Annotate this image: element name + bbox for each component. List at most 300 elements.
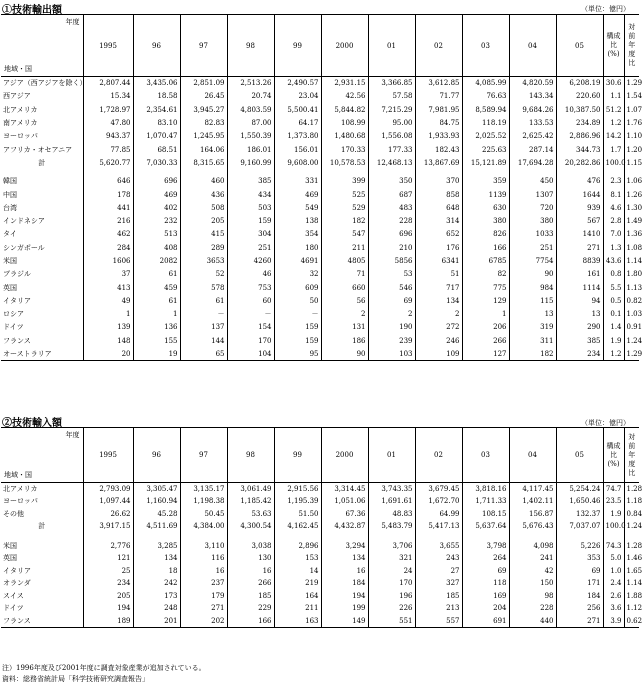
value-cell: 648: [415, 201, 462, 214]
value-cell: 194: [321, 590, 368, 603]
value-cell: 69: [368, 294, 415, 307]
ratio-cell: 1.88: [624, 590, 639, 603]
value-cell: 3,917.15: [83, 520, 133, 533]
region-row: [1, 508, 639, 521]
value-cell: 211: [274, 602, 321, 615]
share-cell: 100.0: [603, 156, 624, 169]
row-label: 台湾: [3, 203, 17, 212]
value-cell: 15,121.89: [462, 156, 509, 169]
value-cell: －: [227, 308, 274, 321]
value-cell: 155: [133, 334, 180, 347]
share-cell: 14.2: [603, 130, 624, 143]
header-corner: [1, 428, 83, 483]
value-cell: 95: [274, 347, 321, 360]
country-row: [1, 175, 639, 188]
value-cell: 228: [368, 214, 415, 227]
row-label: タイ: [3, 230, 17, 239]
value-cell: 1: [462, 308, 509, 321]
ratio-cell: 1.24: [624, 520, 639, 533]
year-header: 05: [556, 428, 603, 483]
value-cell: 116: [180, 552, 227, 565]
value-cell: 5,226: [556, 540, 603, 553]
ratio-cell: 1.26: [624, 188, 639, 201]
row-label: 英国: [3, 554, 17, 563]
row-label: アジア（西アジアを除く）: [3, 79, 87, 88]
value-cell: 229: [227, 602, 274, 615]
value-cell: 150: [509, 577, 556, 590]
value-cell: 1139: [462, 188, 509, 201]
value-cell: 2: [321, 308, 368, 321]
ratio-cell: 1.14: [624, 254, 639, 267]
row-label: 北アメリカ: [3, 485, 38, 493]
year-label: 年度: [65, 18, 80, 26]
value-cell: 5,637.64: [462, 520, 509, 533]
row-label: ブラジル: [3, 270, 31, 279]
value-cell: 82.83: [180, 116, 227, 129]
value-cell: 71: [321, 268, 368, 281]
value-cell: 51: [415, 268, 462, 281]
ratio-cell: 1.12: [624, 602, 639, 615]
value-cell: 546: [368, 281, 415, 294]
ratio-cell: 1.03: [624, 308, 639, 321]
value-cell: 289: [180, 241, 227, 254]
region-row: [1, 90, 639, 103]
row-label: アフリカ・オセアニア: [3, 145, 73, 154]
value-cell: 630: [462, 201, 509, 214]
row-label: ドイツ: [3, 604, 24, 613]
value-cell: 3,818.16: [462, 483, 509, 496]
ratio-cell: 1.80: [624, 268, 639, 281]
value-cell: 350: [368, 175, 415, 188]
header-row: [1, 428, 639, 483]
value-cell: 1,198.38: [180, 495, 227, 508]
value-cell: 1114: [556, 281, 603, 294]
ratio-cell: 1.29: [624, 347, 639, 360]
value-cell: 3,110: [180, 540, 227, 553]
value-cell: 129: [462, 294, 509, 307]
value-cell: 109: [415, 347, 462, 360]
share-cell: 5.0: [603, 552, 624, 565]
value-cell: 660: [321, 281, 368, 294]
value-cell: 1,070.47: [133, 130, 180, 143]
ratio-cell: 1.24: [624, 334, 639, 347]
value-cell: 5,500.41: [274, 103, 321, 116]
section1-unit: （単位：億円）: [581, 5, 630, 13]
share-cell: 0.5: [603, 294, 624, 307]
value-cell: 185: [415, 590, 462, 603]
value-cell: 25: [83, 565, 133, 578]
share-header: 構成比(%): [603, 428, 624, 483]
value-cell: 271: [180, 602, 227, 615]
year-header: 98: [227, 15, 274, 77]
country-row: [1, 308, 639, 321]
year-header: 03: [462, 15, 509, 77]
value-cell: 380: [462, 214, 509, 227]
year-header: 99: [274, 15, 321, 77]
share-cell: 23.5: [603, 495, 624, 508]
ratio-cell: 1.20: [624, 143, 639, 156]
value-cell: 1,195.39: [274, 495, 321, 508]
value-cell: 103: [368, 347, 415, 360]
value-cell: 108.15: [462, 508, 509, 521]
value-cell: 67.36: [321, 508, 368, 521]
share-cell: 1.2: [603, 347, 624, 360]
share-cell: 7.0: [603, 228, 624, 241]
year-header: 03: [462, 428, 509, 483]
value-cell: 1,550.39: [227, 130, 274, 143]
value-cell: 2,915.56: [274, 483, 321, 496]
value-cell: 133.53: [509, 116, 556, 129]
share-cell: 1.2: [603, 116, 624, 129]
value-cell: 943.37: [83, 130, 133, 143]
value-cell: 331: [274, 175, 321, 188]
ratio-cell: 1.06: [624, 175, 639, 188]
value-cell: 161: [556, 268, 603, 281]
row-label: 計: [38, 522, 46, 531]
value-cell: 5,417.13: [415, 520, 462, 533]
value-cell: 16: [227, 565, 274, 578]
value-cell: 5,483.79: [368, 520, 415, 533]
country-row: [1, 281, 639, 294]
value-cell: 69: [556, 565, 603, 578]
value-cell: 2,776: [83, 540, 133, 553]
value-cell: 3653: [180, 254, 227, 267]
share-cell: 3.6: [603, 602, 624, 615]
value-cell: 753: [227, 281, 274, 294]
row-label: イタリア: [3, 296, 31, 305]
ratio-cell: 0.84: [624, 508, 639, 521]
value-cell: 399: [321, 175, 368, 188]
region-label: 地域・国: [4, 65, 32, 73]
country-row: [1, 540, 639, 553]
value-cell: 3,135.17: [180, 483, 227, 496]
header-corner: [1, 15, 83, 77]
value-cell: 6785: [462, 254, 509, 267]
value-cell: 7,215.29: [368, 103, 415, 116]
value-cell: 118.19: [462, 116, 509, 129]
value-cell: 8839: [556, 254, 603, 267]
row-label: オーストラリア: [1, 347, 83, 360]
value-cell: 45.28: [133, 508, 180, 521]
value-cell: 14: [274, 565, 321, 578]
value-cell: 2: [368, 308, 415, 321]
value-cell: 3,612.85: [415, 77, 462, 90]
value-cell: 415: [180, 228, 227, 241]
country-row: [1, 321, 639, 334]
value-cell: 87.00: [227, 116, 274, 129]
country-row: [1, 590, 639, 603]
share-cell: 1.4: [603, 321, 624, 334]
share-cell: 43.6: [603, 254, 624, 267]
year-header: 1995: [83, 15, 133, 77]
value-cell: 4,384.00: [180, 520, 227, 533]
value-cell: 549: [274, 201, 321, 214]
value-cell: 1,051.06: [321, 495, 368, 508]
value-cell: 272: [415, 321, 462, 334]
value-cell: 3,305.47: [133, 483, 180, 496]
country-row: [1, 294, 639, 307]
ratio-cell: 1.08: [624, 241, 639, 254]
value-cell: 469: [133, 188, 180, 201]
value-cell: 219: [274, 577, 321, 590]
value-cell: 3,314.45: [321, 483, 368, 496]
ratio-cell: 0.82: [624, 294, 639, 307]
value-cell: 3,679.45: [415, 483, 462, 496]
value-cell: 205: [83, 590, 133, 603]
year-header: 02: [415, 428, 462, 483]
share-cell: 3.9: [603, 615, 624, 628]
value-cell: 51.50: [274, 508, 321, 521]
row-label: 韓国: [3, 177, 17, 186]
value-cell: 46: [227, 268, 274, 281]
value-cell: 557: [415, 615, 462, 628]
value-cell: 4805: [321, 254, 368, 267]
country-row: [1, 615, 639, 628]
share-cell: 8.1: [603, 188, 624, 201]
value-cell: 118: [462, 577, 509, 590]
source-line: 資料：総務省統計局「科学技術研究調査報告」: [2, 675, 149, 683]
share-cell: 1.7: [603, 143, 624, 156]
value-cell: 202: [180, 615, 227, 628]
value-cell: 57.58: [368, 90, 415, 103]
value-cell: 4,300.54: [227, 520, 274, 533]
year-header: 99: [274, 428, 321, 483]
note-line: 注）1996年度及び2001年度に調査対象産業が追加されている。: [2, 664, 206, 672]
region-row: [1, 495, 639, 508]
value-cell: 20: [83, 347, 133, 360]
value-cell: 344.73: [556, 143, 603, 156]
value-cell: 132.37: [556, 508, 603, 521]
value-cell: 201: [133, 615, 180, 628]
country-row: [1, 214, 639, 227]
value-cell: 56: [321, 294, 368, 307]
value-cell: 220.60: [556, 90, 603, 103]
value-cell: 1,480.68: [321, 130, 368, 143]
ratio-cell: 1.10: [624, 130, 639, 143]
ratio-cell: 1.76: [624, 116, 639, 129]
value-cell: 20.74: [227, 90, 274, 103]
value-cell: 243: [415, 552, 462, 565]
value-cell: 18: [133, 565, 180, 578]
value-cell: 1307: [509, 188, 556, 201]
value-cell: 578: [180, 281, 227, 294]
value-cell: 402: [133, 201, 180, 214]
value-cell: 3,038: [227, 540, 274, 553]
year-header: 96: [133, 15, 180, 77]
value-cell: 64.17: [274, 116, 321, 129]
value-cell: 50.45: [180, 508, 227, 521]
share-cell: 1.1: [603, 90, 624, 103]
value-cell: 42.56: [321, 90, 368, 103]
value-cell: 17,694.28: [509, 156, 556, 169]
value-cell: 139: [83, 321, 133, 334]
value-cell: 170: [227, 334, 274, 347]
value-cell: 287.14: [509, 143, 556, 156]
value-cell: 503: [227, 201, 274, 214]
value-cell: 1,728.97: [83, 103, 133, 116]
value-cell: 9,160.99: [227, 156, 274, 169]
value-cell: 52: [180, 268, 227, 281]
row-label: ヨーロッパ: [3, 497, 38, 506]
value-cell: 440: [509, 615, 556, 628]
value-cell: 24: [368, 565, 415, 578]
value-cell: 3,061.49: [227, 483, 274, 496]
country-row: [1, 241, 639, 254]
ratio-cell: 1.30: [624, 201, 639, 214]
value-cell: 225.63: [462, 143, 509, 156]
value-cell: 567: [556, 214, 603, 227]
value-cell: 6341: [415, 254, 462, 267]
value-cell: 134: [415, 294, 462, 307]
value-cell: 1,402.11: [509, 495, 556, 508]
row-label: イタリア: [3, 566, 31, 575]
value-cell: 3,945.27: [180, 103, 227, 116]
year-header: 1995: [83, 428, 133, 483]
ratio-cell: 1.46: [624, 552, 639, 565]
value-cell: 327: [415, 577, 462, 590]
value-cell: 159: [274, 321, 321, 334]
value-cell: 94: [556, 294, 603, 307]
value-cell: 104: [227, 347, 274, 360]
share-cell: 2.8: [603, 214, 624, 227]
row-label: フランス: [3, 336, 31, 345]
year-header: 97: [180, 15, 227, 77]
value-cell: 234: [556, 347, 603, 360]
value-cell: 210: [368, 241, 415, 254]
section1-title: ①技術輸出額: [2, 5, 62, 16]
country-row: [1, 201, 639, 214]
share-cell: 1.0: [603, 565, 624, 578]
value-cell: 5,254.24: [556, 483, 603, 496]
value-cell: 3,798: [462, 540, 509, 553]
value-cell: 459: [133, 281, 180, 294]
value-cell: 82: [462, 268, 509, 281]
row-label: ドイツ: [3, 323, 24, 332]
value-cell: 266: [462, 334, 509, 347]
value-cell: 1,160.94: [133, 495, 180, 508]
region-label: 地域・国: [4, 471, 32, 479]
value-cell: 4,432.87: [321, 520, 368, 533]
region-row: [1, 103, 639, 116]
value-cell: 1,373.80: [274, 130, 321, 143]
value-cell: 9,608.00: [274, 156, 321, 169]
row-label: 中国: [3, 190, 17, 199]
value-cell: 2,025.52: [462, 130, 509, 143]
row-label: その他: [3, 509, 24, 518]
value-cell: 153: [274, 552, 321, 565]
value-cell: 232: [133, 214, 180, 227]
country-row: [1, 228, 639, 241]
year-header: 01: [368, 15, 415, 77]
row-label: 英国: [3, 283, 17, 292]
value-cell: 159: [274, 334, 321, 347]
value-cell: 61: [133, 268, 180, 281]
value-cell: 190: [368, 321, 415, 334]
value-cell: 136: [133, 321, 180, 334]
value-cell: 720: [509, 201, 556, 214]
section2-title: ②技術輸入額: [2, 418, 62, 429]
year-header: 01: [368, 428, 415, 483]
value-cell: 696: [368, 228, 415, 241]
value-cell: 169: [462, 590, 509, 603]
ratio-cell: 0.91: [624, 321, 639, 334]
value-cell: 61: [180, 294, 227, 307]
value-cell: 359: [462, 175, 509, 188]
value-cell: 3,706: [368, 540, 415, 553]
row-label: 米国: [3, 257, 17, 265]
value-cell: 234: [83, 577, 133, 590]
value-cell: 194: [83, 602, 133, 615]
share-cell: 0.1: [603, 308, 624, 321]
row-label: インドネシア: [3, 217, 45, 226]
ratio-cell: 1.28: [624, 483, 639, 496]
value-cell: 4,820.59: [509, 77, 556, 90]
value-cell: 241: [509, 552, 556, 565]
value-cell: 508: [180, 201, 227, 214]
value-cell: 48.83: [368, 508, 415, 521]
value-cell: 248: [133, 602, 180, 615]
value-cell: 64.99: [415, 508, 462, 521]
year-header: 04: [509, 428, 556, 483]
year-header: 2000: [321, 15, 368, 77]
value-cell: 65: [180, 347, 227, 360]
value-cell: 127: [462, 347, 509, 360]
value-cell: 184: [321, 577, 368, 590]
share-cell: 30.6: [603, 77, 624, 90]
value-cell: 137: [180, 321, 227, 334]
row-label: 計: [38, 158, 46, 167]
value-cell: 1644: [556, 188, 603, 201]
value-cell: 5,676.43: [509, 520, 556, 533]
value-cell: 199: [321, 602, 368, 615]
value-cell: 2,513.26: [227, 77, 274, 90]
ratio-cell: 1.18: [624, 495, 639, 508]
value-cell: 182.43: [415, 143, 462, 156]
value-cell: 8,589.94: [462, 103, 509, 116]
value-cell: 13: [556, 308, 603, 321]
value-cell: 163: [274, 615, 321, 628]
value-cell: 1,185.42: [227, 495, 274, 508]
value-cell: 49: [83, 294, 133, 307]
value-cell: 2,490.57: [274, 77, 321, 90]
value-cell: 7,030.33: [133, 156, 180, 169]
value-cell: 83.10: [133, 116, 180, 129]
ratio-cell: 1.54: [624, 90, 639, 103]
value-cell: 84.75: [415, 116, 462, 129]
ratio-cell: 1.07: [624, 103, 639, 116]
value-cell: 53: [368, 268, 415, 281]
value-cell: 284: [83, 241, 133, 254]
value-cell: 53.63: [227, 508, 274, 521]
share-header: 構成比(%): [603, 15, 624, 77]
value-cell: 1,650.46: [556, 495, 603, 508]
value-cell: 290: [556, 321, 603, 334]
region-row: [1, 483, 639, 496]
value-cell: 121: [83, 552, 133, 565]
value-cell: 69: [462, 565, 509, 578]
value-cell: 266: [227, 577, 274, 590]
row-label: シンガポール: [3, 243, 45, 252]
share-cell: 51.2: [603, 103, 624, 116]
share-cell: 4.6: [603, 201, 624, 214]
row-label: 米国: [3, 541, 17, 550]
value-cell: 2,793.09: [83, 483, 133, 496]
country-row: [1, 254, 639, 267]
value-cell: 154: [227, 321, 274, 334]
share-cell: 5.5: [603, 281, 624, 294]
value-cell: 8,315.65: [180, 156, 227, 169]
value-cell: 156.87: [509, 508, 556, 521]
